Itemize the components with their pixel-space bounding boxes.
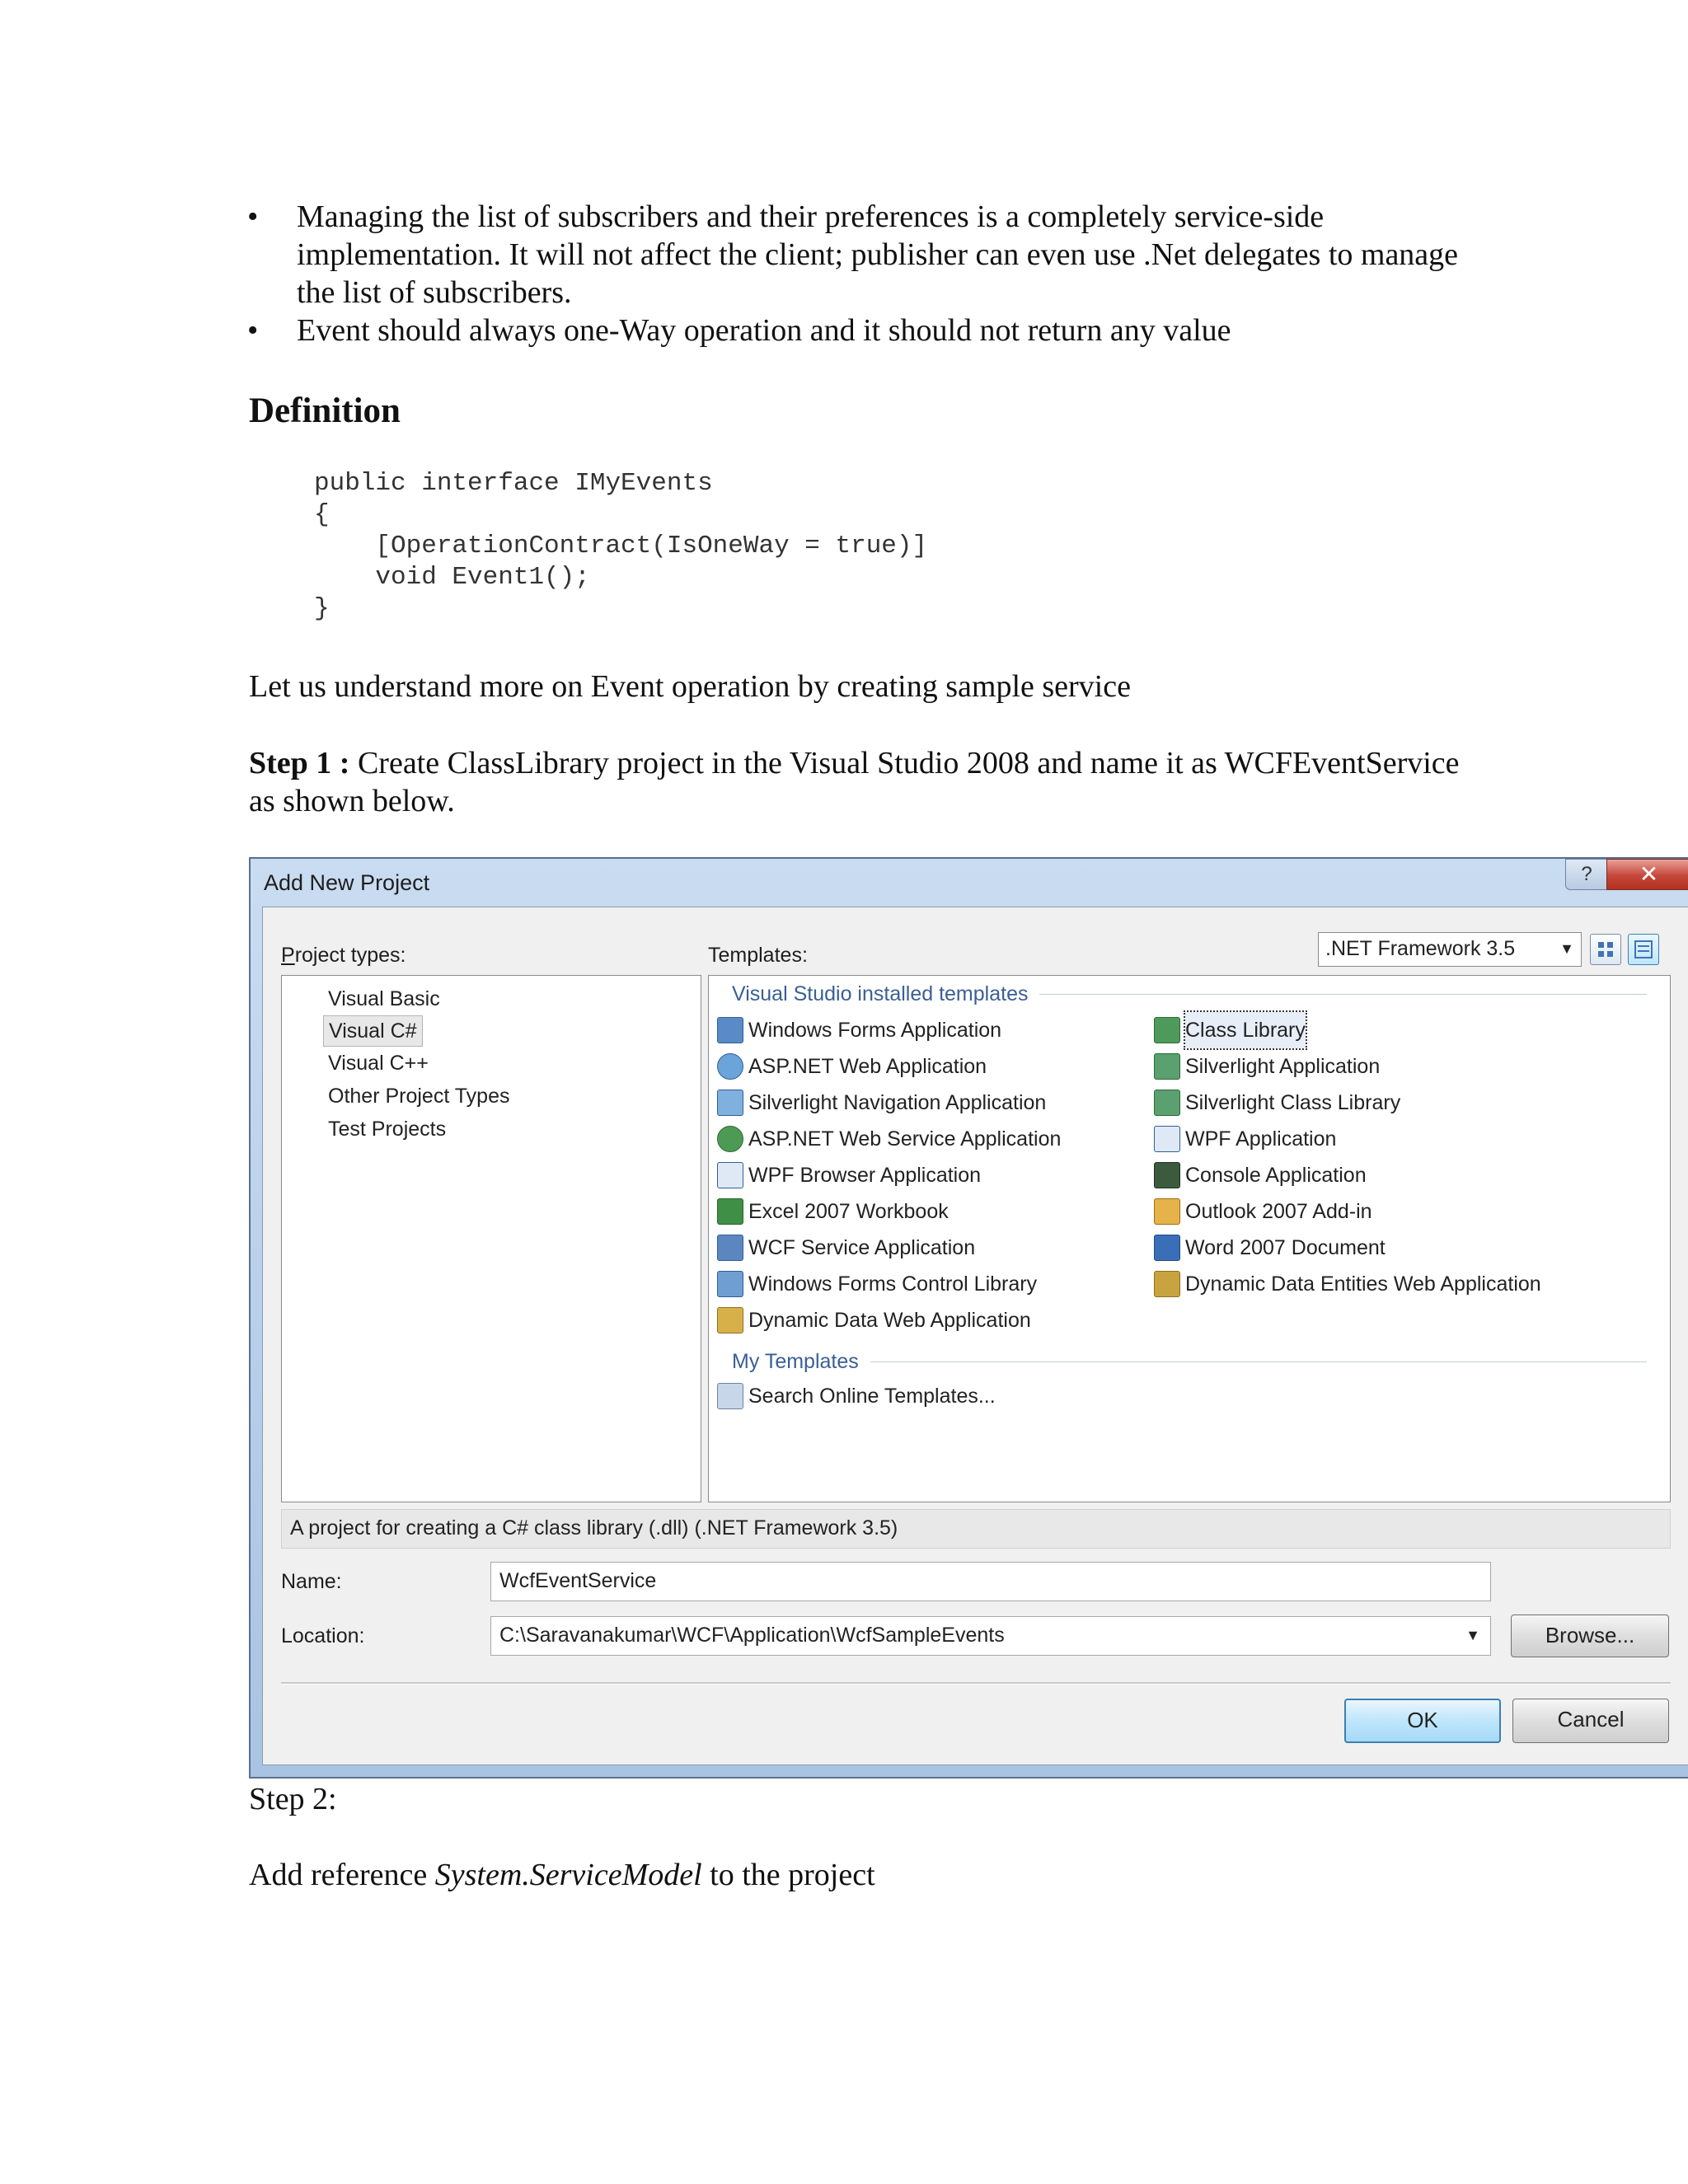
web-service-icon [717,1126,743,1152]
grid-view-icon [1591,935,1620,964]
project-types-label [281,944,406,968]
web-app-icon [717,1053,743,1080]
project-type-item[interactable]: Visual C++ [328,1052,429,1075]
template-item[interactable]: Excel 2007 Workbook [717,1193,1061,1230]
project-type-item[interactable]: Test Projects [328,1118,447,1141]
search-online-icon [717,1383,743,1409]
silverlight-app-icon [1154,1053,1180,1080]
location-label: Location: [281,1624,365,1647]
template-item[interactable]: WPF Browser Application [717,1157,1061,1193]
step1-paragraph [249,744,1485,820]
help-icon: ? [1581,863,1592,885]
my-templates-group: My Templates [732,1350,1647,1374]
dialog-client-area [262,907,1688,1765]
close-icon: ✕ [1639,861,1659,887]
templates-label: Templates: [708,944,808,967]
project-type-item[interactable]: Visual Basic [328,987,440,1010]
label-rest: roject types: [294,944,406,967]
add-reference-paragraph: Add reference System.ServiceModel to the project [249,1858,875,1892]
template-description: A project for creating a C# class library (.dll) (.NET Framework 3.5) [281,1509,1671,1549]
bullet-item: • Managing the list of subscribers and their preferences is a completely service-side implementation. It will not affect the client; publisher can even use .Net delegates to manage the list of subscribers. [247,199,1459,310]
ok-button[interactable]: OK [1344,1699,1501,1743]
template-item[interactable]: Dynamic Data Web Application [717,1302,1061,1338]
section-heading: Definition [249,391,401,430]
mnemonic-letter: P [281,944,295,967]
template-item[interactable]: WCF Service Application [717,1230,1061,1266]
templates-column-1 [717,1012,1061,1338]
template-item[interactable]: Windows Forms Control Library [717,1266,1061,1302]
template-item[interactable]: Silverlight Application [1154,1048,1541,1085]
template-item[interactable]: WPF Application [1154,1121,1541,1157]
silverlight-icon [717,1090,743,1116]
search-online-templates-item[interactable]: Search Online Templates... [717,1378,996,1414]
project-type-item-selected[interactable]: Visual C# [323,1015,423,1047]
dynamic-data-entities-icon [1154,1271,1180,1297]
small-icons-view-button[interactable] [1628,934,1659,965]
console-app-icon [1154,1162,1180,1188]
bullet-list [247,198,1467,349]
template-item[interactable]: ASP.NET Web Service Application [717,1121,1061,1157]
template-item[interactable]: Outlook 2007 Add-in [1154,1193,1541,1230]
intro-paragraph: Let us understand more on Event operation by creating sample service [249,669,1131,704]
template-item[interactable]: ASP.NET Web Application [717,1048,1061,1085]
bullet-item: • Event should always one-Way operation and it should not return any value [247,313,1231,348]
wpf-browser-icon [717,1162,743,1188]
class-library-icon [1154,1017,1180,1043]
framework-select[interactable]: .NET Framework 3.5 ▼ [1318,932,1582,967]
step2-heading: Step 2: [249,1782,337,1816]
template-item[interactable]: Silverlight Navigation Application [717,1085,1061,1121]
template-item[interactable]: Console Application [1154,1157,1541,1193]
project-type-item[interactable]: Other Project Types [328,1085,510,1108]
location-select[interactable]: C:\Saravanakumar\WCF\Application\WcfSampleEvents ▼ [490,1616,1491,1656]
dynamic-data-icon [717,1307,743,1333]
project-types-list[interactable] [281,975,701,1502]
list-view-icon [1629,935,1658,964]
word-icon [1154,1235,1180,1261]
winforms-icon [717,1017,743,1043]
name-label: Name: [281,1570,342,1593]
chevron-down-icon: ▼ [1465,1627,1480,1643]
help-button[interactable] [1565,859,1608,890]
excel-icon [717,1198,743,1225]
template-item[interactable]: Windows Forms Application [717,1012,1061,1048]
templates-column-2 [1154,1012,1541,1302]
browse-button[interactable]: Browse... [1511,1615,1669,1657]
templates-list[interactable] [708,975,1671,1502]
emphasis-text: System.ServiceModel [434,1858,702,1892]
code-block: public interface IMyEvents { [OperationContract(IsOneWay = true)] void Event1(); } [314,469,928,623]
silverlight-library-icon [1154,1090,1180,1116]
step1-text: Create ClassLibrary project in the Visual Studio 2008 and name it as WCFEventService as shown below. [249,746,1460,818]
my-templates-list [717,1378,996,1414]
dialog-title: Add New Project [264,870,430,895]
template-item[interactable]: Silverlight Class Library [1154,1085,1541,1121]
cancel-button[interactable]: Cancel [1512,1699,1669,1743]
control-library-icon [717,1271,743,1297]
installed-templates-group: Visual Studio installed templates [732,982,1647,1006]
template-item-selected[interactable]: Class Library [1154,1012,1541,1048]
add-new-project-dialog [249,857,1688,1779]
close-button[interactable] [1606,859,1688,890]
divider [281,1682,1671,1685]
wcf-service-icon [717,1235,743,1261]
step1-label: Step 1 : [249,746,350,780]
outlook-icon [1154,1198,1180,1225]
name-input[interactable]: WcfEventService [490,1562,1491,1601]
wpf-app-icon [1154,1126,1180,1152]
template-item[interactable]: Word 2007 Document [1154,1230,1541,1266]
template-item[interactable]: Dynamic Data Entities Web Application [1154,1266,1541,1302]
chevron-down-icon: ▼ [1559,940,1574,957]
large-icons-view-button[interactable] [1590,934,1621,965]
